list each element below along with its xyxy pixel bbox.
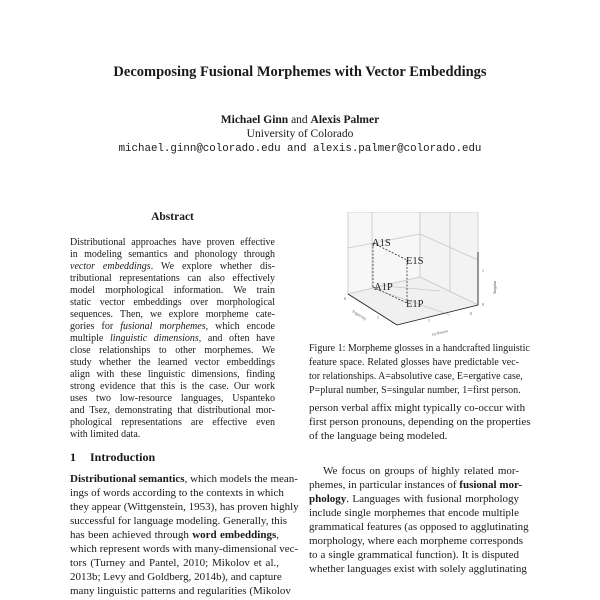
text-segment: . Languages with fusional morphology bbox=[346, 493, 519, 505]
text-line bbox=[70, 542, 299, 556]
author-name: Michael Ginn bbox=[220, 114, 289, 126]
text-line bbox=[70, 584, 291, 598]
text-line bbox=[70, 321, 275, 333]
text-line bbox=[309, 506, 519, 520]
text-segment: grammatical features (as opposed to agglutinating bbox=[309, 521, 529, 533]
text-line bbox=[70, 417, 275, 429]
text-segment: has been achieved through bbox=[70, 529, 193, 541]
text-segment: 2013b; Levy and Goldberg, 2014b), and capture bbox=[70, 571, 282, 583]
text-line bbox=[70, 273, 275, 285]
text-segment: first person pronouns, depending on the properties bbox=[309, 416, 531, 428]
text-line bbox=[70, 309, 275, 321]
text-line bbox=[70, 500, 299, 514]
text-segment: phemes, in particular instances of bbox=[309, 479, 460, 491]
text-segment: , which models the mean- bbox=[184, 473, 298, 485]
introduction-body bbox=[70, 472, 299, 598]
text-line bbox=[309, 464, 519, 478]
figure-1 bbox=[330, 212, 530, 347]
text-segment: whether languages exist with solely agglutinating bbox=[309, 563, 527, 575]
affiliation: University of Colorado bbox=[246, 128, 354, 140]
text-segment: tributional representations can also effectively bbox=[70, 273, 275, 284]
text-segment: morphology, where each morpheme corresponds bbox=[309, 535, 524, 547]
text-line bbox=[70, 285, 275, 297]
text-line bbox=[70, 357, 275, 369]
text-segment: uses two low-resource languages, Uspanteko bbox=[70, 393, 275, 404]
text-segment: P=plural number, S=singular number, 1=first person. bbox=[309, 385, 521, 396]
text-line bbox=[70, 393, 275, 405]
axis-label-x: Ergativity bbox=[351, 308, 368, 322]
text-line bbox=[70, 333, 275, 345]
text-segment: , which encode bbox=[205, 321, 275, 332]
axis-label-z: Singular bbox=[492, 280, 497, 294]
text-line bbox=[309, 384, 519, 398]
authors bbox=[0, 114, 600, 126]
text-line bbox=[70, 405, 275, 417]
text-segment: they appear (Wittgenstein, 1953), has proven highly bbox=[70, 501, 299, 513]
tick-label: 1 bbox=[377, 315, 379, 320]
italic-term: vector embeddings bbox=[70, 261, 151, 272]
point-label: A1S bbox=[372, 238, 391, 249]
text-line bbox=[70, 429, 275, 441]
point-label: E1S bbox=[406, 256, 424, 267]
text-segment: tor relationships. A=absolutive case, E=ergative case, bbox=[309, 371, 523, 382]
text-line bbox=[70, 261, 275, 273]
figure-caption bbox=[309, 342, 530, 398]
text-line bbox=[309, 370, 523, 384]
text-segment: We focus on groups of highly related mor- bbox=[323, 465, 519, 477]
tick-label: 0 bbox=[344, 296, 346, 301]
text-line bbox=[70, 249, 275, 261]
axis-label-y: 1st Person bbox=[431, 328, 449, 337]
text-line bbox=[309, 342, 530, 356]
point-label: A1P bbox=[374, 282, 393, 293]
text-segment: to a single grammatical function). It is disputed bbox=[309, 549, 519, 561]
text-line bbox=[309, 548, 519, 562]
italic-term: linguistic dimensions bbox=[109, 333, 199, 344]
bold-term: Distributional semantics bbox=[70, 473, 185, 485]
tick-label: 1 bbox=[428, 318, 430, 323]
text-line bbox=[70, 570, 282, 584]
text-segment: multiple bbox=[70, 333, 110, 344]
text-segment: Figure 1: Morpheme glosses in a handcrafted linguistic bbox=[309, 343, 530, 354]
text-segment: with limited data. bbox=[70, 429, 141, 440]
text-line bbox=[309, 478, 523, 492]
paper-title: Decomposing Fusional Morphemes with Vector Embeddings bbox=[113, 64, 487, 80]
point-label: E1P bbox=[406, 299, 424, 310]
right-column-paragraph bbox=[309, 464, 529, 576]
text-line bbox=[309, 356, 519, 370]
text-line bbox=[70, 486, 284, 500]
text-segment: feature space. Related glosses have predictable vec- bbox=[309, 357, 519, 368]
text-segment: successful for language modeling. Generally, this bbox=[70, 515, 288, 527]
text-line bbox=[70, 556, 279, 570]
abstract-heading: Abstract bbox=[151, 211, 194, 223]
text-line bbox=[70, 381, 275, 393]
abstract-body bbox=[70, 237, 275, 441]
tick-label: 1 bbox=[482, 268, 484, 273]
text-segment: . We explore whether dis- bbox=[150, 261, 275, 272]
text-segment: static vector embeddings over morphological bbox=[70, 297, 275, 308]
text-segment: in modeling semantics and phonology through bbox=[70, 249, 275, 260]
text-line bbox=[309, 415, 531, 429]
text-line bbox=[70, 369, 275, 381]
section-heading-introduction bbox=[70, 450, 155, 464]
text-line bbox=[70, 528, 279, 542]
text-segment: many linguistic patterns and regularities (Mikolov bbox=[70, 585, 291, 597]
text-line bbox=[309, 492, 519, 506]
text-segment: strong evidence that this is the case. Our work bbox=[70, 381, 275, 392]
text-segment: person verbal affix might typically co-occur with bbox=[309, 402, 526, 414]
text-line bbox=[309, 534, 524, 548]
text-line bbox=[309, 429, 519, 443]
text-line bbox=[70, 237, 275, 249]
text-segment: sequences. Then, we explore morpheme cate- bbox=[70, 309, 275, 320]
text-segment: include single morphemes that encode multiple bbox=[309, 507, 519, 519]
tick-label: 0 bbox=[482, 302, 484, 307]
text-segment: and Tsez, demonstrating that distributional mor- bbox=[70, 405, 275, 416]
text-segment: study whether the learned vector embeddings bbox=[70, 357, 275, 368]
text-segment: which represent words with many-dimensional vec- bbox=[70, 543, 299, 555]
section-number: 1 bbox=[70, 450, 76, 464]
text-segment: gories for bbox=[70, 321, 121, 332]
text-line bbox=[70, 514, 288, 528]
figure-3d-plot bbox=[330, 212, 530, 342]
text-segment: model morphological information. We train bbox=[70, 285, 275, 296]
text-line bbox=[70, 345, 275, 357]
tick-label: 0 bbox=[470, 311, 472, 316]
text-segment: , and often have bbox=[198, 333, 275, 344]
italic-term: fusional morphemes bbox=[120, 321, 206, 332]
bold-term: fusional mor- bbox=[459, 479, 523, 491]
text-segment: , bbox=[276, 529, 279, 541]
text-line bbox=[70, 472, 298, 486]
text-line bbox=[70, 297, 275, 309]
author-conjunction: and bbox=[291, 114, 308, 126]
text-segment: tors (Turney and Pantel, 2010; Mikolov et al., bbox=[70, 557, 279, 569]
author-name: Alexis Palmer bbox=[310, 114, 380, 126]
bold-term: word embeddings bbox=[192, 529, 277, 541]
text-segment: align with these linguistic dimensions, finding bbox=[70, 369, 275, 380]
text-segment: phological representations are effective even bbox=[70, 417, 275, 428]
text-segment: ings of words according to the contexts in which bbox=[70, 487, 284, 499]
bold-term: phology bbox=[309, 493, 347, 505]
text-segment: Distributional approaches have proven effective bbox=[70, 237, 275, 248]
text-segment: close relationships to other morphemes. We bbox=[70, 345, 275, 356]
text-line bbox=[309, 401, 526, 415]
author-emails: michael.ginn@colorado.edu and alexis.palmer@colorado.edu bbox=[118, 143, 482, 155]
text-line bbox=[309, 562, 527, 576]
section-title: Introduction bbox=[90, 450, 156, 464]
text-segment: of the language being modeled. bbox=[309, 430, 448, 442]
text-line bbox=[309, 520, 529, 534]
right-column-paragraph bbox=[309, 401, 531, 443]
